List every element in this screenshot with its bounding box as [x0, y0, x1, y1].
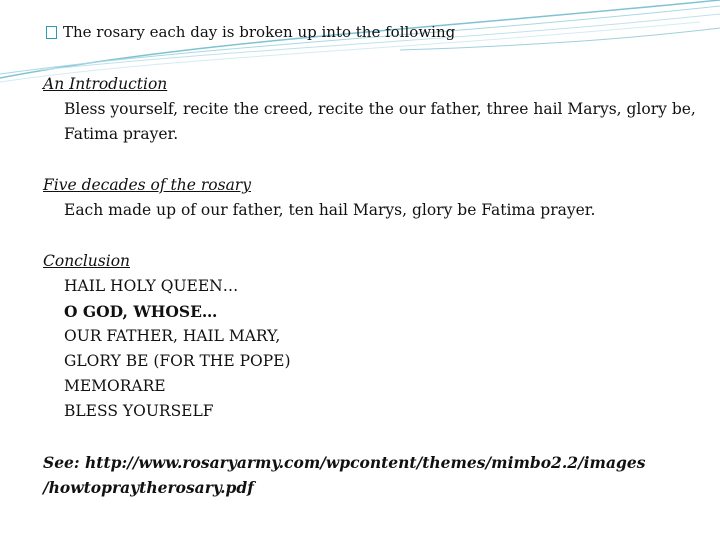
section-line: OUR FATHER, HAIL MARY,	[64, 327, 281, 345]
slide-title-row	[46, 22, 455, 42]
section-line: Each made up of our father, ten hail Marys, glory be Fatima prayer.	[64, 201, 596, 219]
section-line: Bless yourself, recite the creed, recite the our father, three hail Marys, glory be,	[64, 100, 696, 118]
source-link-line-2[interactable]: /howtopraytherosary.pdf	[43, 478, 254, 497]
section-heading: Five decades of the rosary	[43, 176, 251, 194]
section-line: BLESS YOURSELF	[64, 402, 214, 420]
section-line: GLORY BE (FOR THE POPE)	[64, 352, 291, 370]
section-introduction	[43, 72, 703, 147]
square-bullet-icon	[46, 26, 57, 39]
section-line: MEMORARE	[64, 377, 166, 395]
section-conclusion	[43, 249, 703, 424]
section-heading: An Introduction	[43, 75, 168, 93]
section-heading: Conclusion	[43, 252, 131, 270]
source-reference	[43, 450, 703, 500]
section-five-decades	[43, 173, 703, 223]
section-line: Fatima prayer.	[64, 125, 179, 143]
section-line: HAIL HOLY QUEEN…	[64, 277, 239, 295]
source-link-line-1[interactable]: See: http://www.rosaryarmy.com/wpcontent/themes/mimbo2.2/images	[43, 453, 646, 472]
slide-body	[43, 72, 703, 500]
section-line: O GOD, WHOSE…	[64, 302, 218, 321]
slide-title: The rosary each day is broken up into the following	[63, 23, 456, 41]
